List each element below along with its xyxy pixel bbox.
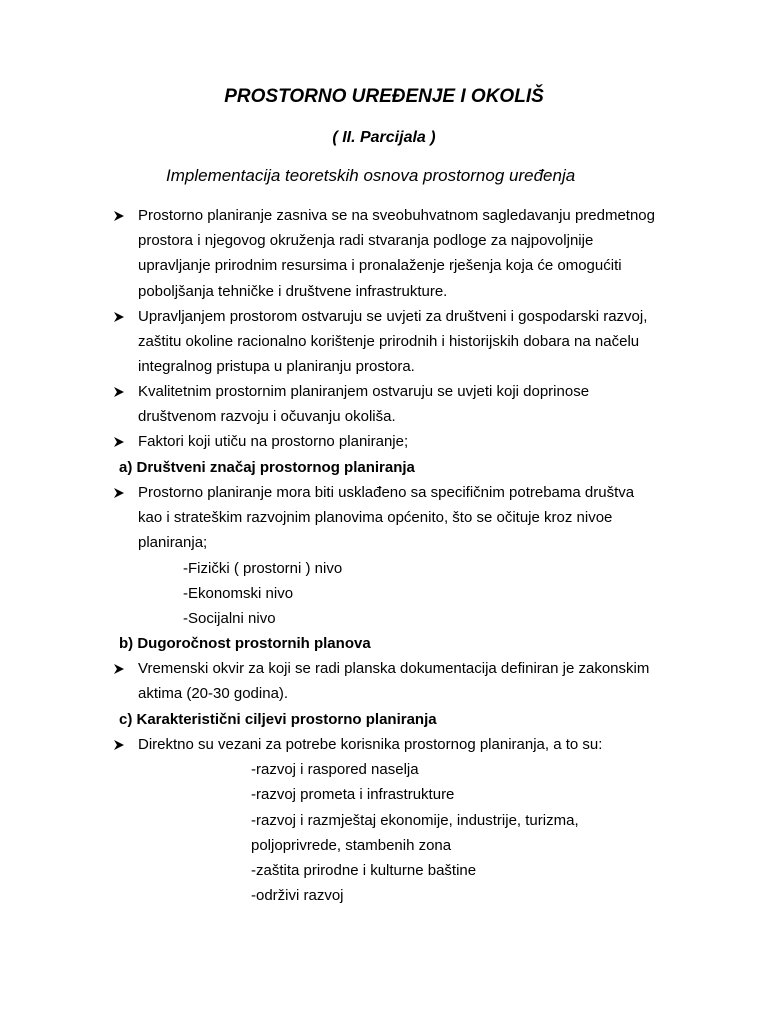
bullet-3-line-1: Kvalitetnim prostornim planiranjem ostvaruju se uvjeti koji doprinose bbox=[138, 383, 590, 400]
bullet-2-line-1: Upravljanjem prostorom ostvaruju se uvjeti za društveni i gospodarski razvoj, bbox=[138, 308, 648, 325]
bullet-5-line-2: kao i strateškim razvojnim planovima općenito, što se očituje kroz nivoe bbox=[138, 509, 613, 526]
section-b-heading: b) Dugoročnost prostornih planova bbox=[119, 635, 371, 652]
arrowhead-bullet-icon bbox=[113, 487, 125, 499]
bullet-6-line-2: aktima (20-30 godina). bbox=[138, 685, 289, 702]
document-subtitle: ( II. Parcijala ) bbox=[332, 129, 436, 146]
arrowhead-bullet-icon bbox=[113, 386, 125, 398]
goal-item-continuation: poljoprivrede, stambenih zona bbox=[251, 837, 452, 854]
bullet-1-line-3: upravljanje prirodnim resursima i pronalaženje rješenja koja će omogućiti bbox=[138, 257, 622, 274]
bullet-1-line-4: poboljšanja tehničke i društvene infrastrukture. bbox=[138, 283, 448, 300]
bullet-1-line-1: Prostorno planiranje zasniva se na sveobuhvatnom sagledavanju predmetnog bbox=[138, 207, 655, 224]
arrowhead-bullet-icon bbox=[113, 210, 125, 222]
section-heading: Implementacija teoretskih osnova prostornog uređenja bbox=[166, 166, 576, 185]
level-item: -Socijalni nivo bbox=[183, 610, 276, 627]
arrowhead-bullet-icon bbox=[113, 436, 125, 448]
arrowhead-bullet-icon bbox=[113, 663, 125, 675]
goal-item: -zaštita prirodne i kulturne baštine bbox=[251, 862, 477, 879]
arrowhead-bullet-icon bbox=[113, 311, 125, 323]
bullet-3-line-2: društvenom razvoju i očuvanju okoliša. bbox=[138, 408, 396, 425]
arrowhead-bullet-icon bbox=[113, 739, 125, 751]
bullet-6-line-1: Vremenski okvir za koji se radi planska dokumentacija definiran je zakonskim bbox=[138, 660, 650, 677]
bullet-4-line-1: Faktori koji utiču na prostorno planiranje; bbox=[138, 433, 409, 450]
bullet-7-line-1: Direktno su vezani za potrebe korisnika prostornog planiranja, a to su: bbox=[138, 736, 603, 753]
bullet-5-line-1: Prostorno planiranje mora biti usklađeno sa specifičnim potrebama društva bbox=[138, 484, 635, 501]
goal-item: -razvoj i razmještaj ekonomije, industrije, turizma, bbox=[251, 812, 579, 829]
section-a-heading: a) Društveni značaj prostornog planiranja bbox=[119, 459, 415, 476]
bullet-2-line-2: zaštitu okoline racionalno korištenje prirodnih i historijskih dobara na načelu bbox=[138, 333, 640, 350]
bullet-5-line-3: planiranja; bbox=[138, 534, 208, 551]
goal-item: -razvoj prometa i infrastrukture bbox=[251, 786, 455, 803]
document-title: PROSTORNO UREĐENJE I OKOLIŠ bbox=[224, 86, 544, 107]
bullet-2-line-3: integralnog pristupa u planiranju prostora. bbox=[138, 358, 415, 375]
level-item: -Fizički ( prostorni ) nivo bbox=[183, 560, 343, 577]
goal-item: -održivi razvoj bbox=[251, 887, 344, 904]
bullet-1-line-2: prostora i njegovog okruženja radi stvaranja podloge za najpovoljnije bbox=[138, 232, 594, 249]
section-c-heading: c) Karakteristični ciljevi prostorno planiranja bbox=[119, 711, 437, 728]
goal-item: -razvoj i raspored naselja bbox=[251, 761, 419, 778]
level-item: -Ekonomski nivo bbox=[183, 585, 294, 602]
